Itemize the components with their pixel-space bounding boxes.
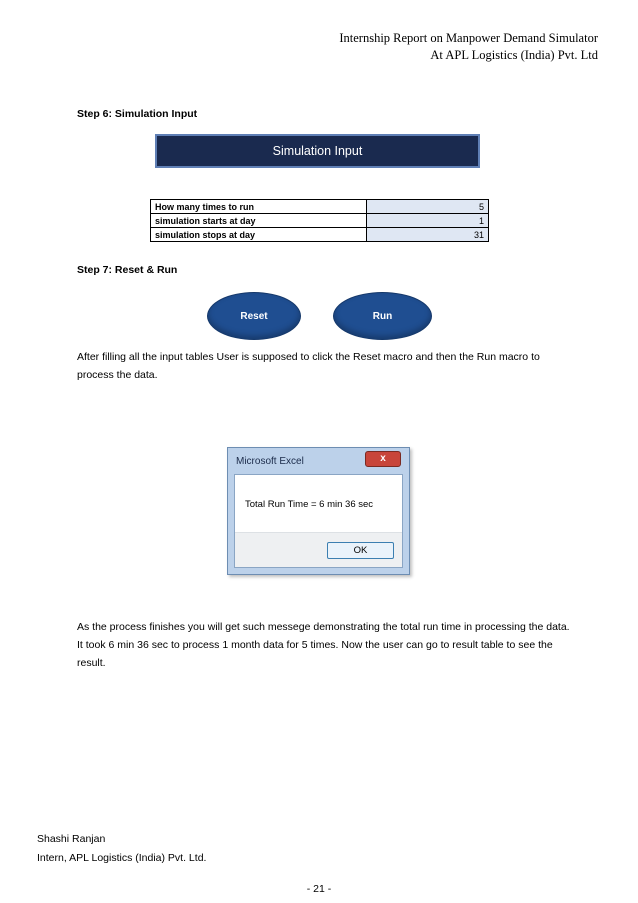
report-header: [339, 30, 598, 64]
header-company: At APL Logistics (India) Pvt. Ltd: [430, 48, 598, 62]
simulation-input-table: [150, 199, 489, 242]
table-row: [151, 214, 489, 228]
input-value[interactable]: 5: [367, 200, 489, 214]
table-row: [151, 228, 489, 242]
input-label: simulation starts at day: [151, 214, 367, 228]
page-number: - 21 -: [306, 883, 332, 895]
step7-heading: Step 7: Reset & Run: [77, 264, 178, 276]
ok-button[interactable]: OK: [327, 542, 394, 559]
author-name: Shashi Ranjan: [37, 833, 106, 845]
input-value[interactable]: 1: [367, 214, 489, 228]
dialog-body: [234, 474, 403, 568]
reset-label: Reset: [240, 310, 268, 322]
table-row: [151, 200, 489, 214]
dialog-message: Total Run Time = 6 min 36 sec: [245, 499, 374, 510]
author-footer: [37, 830, 206, 868]
dialog-title: Microsoft Excel: [236, 456, 304, 467]
result-line-1: As the process finishes you will get such messege demonstrating the total run time in processing the data.: [77, 621, 570, 633]
step6-heading: Step 6: Simulation Input: [77, 108, 198, 120]
reset-button[interactable]: [207, 292, 301, 340]
close-icon[interactable]: x: [365, 451, 401, 467]
excel-dialog: [227, 447, 410, 575]
input-label: simulation stops at day: [151, 228, 367, 242]
banner-label: Simulation Input: [272, 144, 363, 158]
author-role: Intern, APL Logistics (India) Pvt. Ltd.: [37, 852, 207, 864]
run-button[interactable]: [333, 292, 432, 340]
run-label: Run: [372, 310, 393, 322]
result-line-2: It took 6 min 36 sec to process 1 month data for 5 times. Now the user can go to result table to see the result.: [77, 639, 553, 669]
dialog-footer: [235, 532, 402, 567]
instruction-paragraph: After filling all the input tables User is supposed to click the Reset macro and then the Run macro to process the data.: [77, 351, 540, 381]
simulation-input-banner: [155, 134, 480, 168]
input-label: How many times to run: [151, 200, 367, 214]
header-title: Internship Report on Manpower Demand Simulator: [339, 31, 598, 45]
input-value[interactable]: 31: [367, 228, 489, 242]
result-paragraph: [77, 618, 577, 672]
